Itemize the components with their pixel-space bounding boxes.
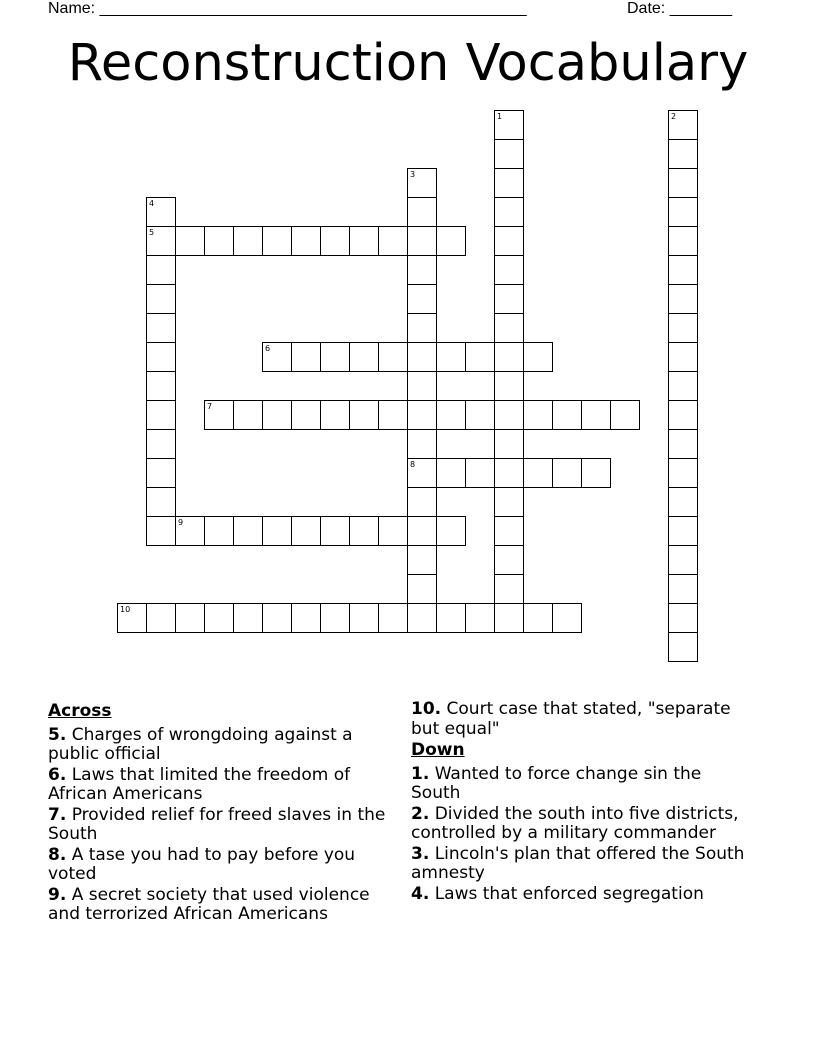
grid-cell[interactable] bbox=[320, 226, 350, 256]
grid-cell[interactable] bbox=[494, 313, 524, 343]
grid-cell[interactable] bbox=[146, 197, 176, 227]
grid-cell[interactable] bbox=[146, 516, 176, 546]
grid-cell[interactable] bbox=[407, 400, 437, 430]
down-heading: Down bbox=[411, 740, 465, 760]
grid-cell[interactable] bbox=[320, 603, 350, 633]
clue-number: 5. bbox=[48, 724, 67, 745]
grid-cell[interactable] bbox=[407, 574, 437, 604]
grid-cell[interactable] bbox=[668, 226, 698, 256]
grid-cell[interactable] bbox=[523, 603, 553, 633]
grid-cell[interactable] bbox=[494, 487, 524, 517]
grid-cell[interactable] bbox=[407, 516, 437, 546]
grid-cell[interactable] bbox=[262, 516, 292, 546]
grid-cell[interactable] bbox=[146, 255, 176, 285]
cell-number: 7 bbox=[207, 402, 213, 411]
grid-cell[interactable] bbox=[378, 516, 408, 546]
clue-number: 1. bbox=[411, 763, 430, 784]
grid-cell[interactable] bbox=[523, 400, 553, 430]
grid-cell[interactable] bbox=[436, 342, 466, 372]
clue-text: Charges of wrongdoing against a public official bbox=[48, 724, 353, 764]
grid-cell[interactable] bbox=[494, 516, 524, 546]
cell-number: 9 bbox=[178, 518, 184, 527]
grid-cell[interactable] bbox=[465, 400, 495, 430]
grid-cell[interactable] bbox=[349, 516, 379, 546]
grid-cell[interactable] bbox=[494, 284, 524, 314]
clue-across-8 bbox=[48, 846, 388, 885]
cell-number: 8 bbox=[410, 460, 416, 469]
grid-cell[interactable] bbox=[552, 400, 582, 430]
grid-cell[interactable] bbox=[262, 226, 292, 256]
grid-cell[interactable] bbox=[175, 603, 205, 633]
grid-cell[interactable] bbox=[668, 110, 698, 140]
grid-cell[interactable] bbox=[407, 342, 437, 372]
grid-cell[interactable] bbox=[262, 342, 292, 372]
grid-cell[interactable] bbox=[146, 313, 176, 343]
grid-cell[interactable] bbox=[146, 603, 176, 633]
grid-cell[interactable] bbox=[262, 400, 292, 430]
grid-cell[interactable] bbox=[494, 545, 524, 575]
clue-column-left bbox=[48, 700, 388, 926]
grid-cell[interactable] bbox=[204, 603, 234, 633]
grid-cell[interactable] bbox=[494, 429, 524, 459]
clue-text: A tase you had to pay before you voted bbox=[48, 844, 356, 884]
grid-cell[interactable] bbox=[204, 226, 234, 256]
grid-cell[interactable] bbox=[668, 139, 698, 169]
grid-cell[interactable] bbox=[291, 603, 321, 633]
grid-cell[interactable] bbox=[465, 603, 495, 633]
clue-down-1 bbox=[411, 765, 751, 804]
clue-text: Divided the south into five districts, controlled by a military commander bbox=[411, 803, 739, 843]
grid-cell[interactable] bbox=[233, 226, 263, 256]
grid-cell[interactable] bbox=[581, 458, 611, 488]
grid-cell[interactable] bbox=[378, 400, 408, 430]
clue-number: 10. bbox=[411, 699, 442, 719]
grid-cell[interactable] bbox=[407, 371, 437, 401]
grid-cell[interactable] bbox=[146, 342, 176, 372]
cell-number: 6 bbox=[265, 344, 271, 353]
grid-cell[interactable] bbox=[146, 487, 176, 517]
grid-cell[interactable] bbox=[407, 168, 437, 198]
grid-cell[interactable] bbox=[552, 603, 582, 633]
clue-text: A secret society that used violence and terrorized African Americans bbox=[48, 884, 370, 924]
clue-text: Provided relief for freed slaves in the South bbox=[48, 804, 386, 844]
grid-cell[interactable] bbox=[146, 371, 176, 401]
clue-text: Laws that enforced segregation bbox=[434, 883, 704, 904]
grid-cell[interactable] bbox=[349, 226, 379, 256]
grid-cell[interactable] bbox=[291, 226, 321, 256]
grid-cell[interactable] bbox=[494, 342, 524, 372]
grid-cell[interactable] bbox=[407, 255, 437, 285]
grid-cell[interactable] bbox=[668, 197, 698, 227]
grid-cell[interactable] bbox=[494, 139, 524, 169]
grid-cell[interactable] bbox=[378, 603, 408, 633]
cell-number: 4 bbox=[149, 199, 155, 208]
grid-cell[interactable] bbox=[581, 400, 611, 430]
grid-cell[interactable] bbox=[407, 545, 437, 575]
cell-number: 10 bbox=[120, 605, 131, 614]
grid-cell[interactable] bbox=[436, 400, 466, 430]
grid-cell[interactable] bbox=[291, 342, 321, 372]
grid-cell[interactable] bbox=[668, 342, 698, 372]
name-field[interactable]: Name: ________________________________________________ bbox=[48, 0, 527, 17]
grid-cell[interactable] bbox=[349, 603, 379, 633]
grid-cell[interactable] bbox=[668, 603, 698, 633]
grid-cell[interactable] bbox=[378, 226, 408, 256]
grid-cell[interactable] bbox=[146, 284, 176, 314]
clue-number: 3. bbox=[411, 843, 430, 864]
grid-cell[interactable] bbox=[146, 400, 176, 430]
grid-cell[interactable] bbox=[291, 516, 321, 546]
grid-cell[interactable] bbox=[320, 516, 350, 546]
grid-cell[interactable] bbox=[407, 458, 437, 488]
grid-cell[interactable] bbox=[233, 400, 263, 430]
grid-cell[interactable] bbox=[494, 400, 524, 430]
grid-cell[interactable] bbox=[233, 516, 263, 546]
clue-across-7 bbox=[48, 806, 388, 845]
grid-cell[interactable] bbox=[668, 400, 698, 430]
grid-cell[interactable] bbox=[233, 603, 263, 633]
grid-cell[interactable] bbox=[262, 603, 292, 633]
clue-down-3 bbox=[411, 845, 751, 884]
clue-number: 2. bbox=[411, 803, 430, 824]
cell-number: 3 bbox=[410, 170, 416, 179]
grid-cell[interactable] bbox=[523, 458, 553, 488]
grid-cell[interactable] bbox=[494, 603, 524, 633]
grid-cell[interactable] bbox=[494, 574, 524, 604]
clue-number: 8. bbox=[48, 844, 67, 865]
grid-cell[interactable] bbox=[436, 603, 466, 633]
clue-text: Lincoln's plan that offered the South amnesty bbox=[411, 843, 745, 883]
clue-text: Laws that limited the freedom of African Americans bbox=[48, 764, 351, 804]
clue-across-10 bbox=[411, 700, 751, 739]
grid-cell[interactable] bbox=[494, 255, 524, 285]
clue-down-2 bbox=[411, 805, 751, 844]
grid-cell[interactable] bbox=[320, 342, 350, 372]
grid-cell[interactable] bbox=[610, 400, 640, 430]
grid-cell[interactable] bbox=[407, 313, 437, 343]
clue-number: 4. bbox=[411, 883, 430, 904]
grid-cell[interactable] bbox=[668, 632, 698, 662]
grid-cell[interactable] bbox=[320, 400, 350, 430]
clue-text: Court case that stated, "separate but equal" bbox=[411, 699, 731, 739]
cell-number: 1 bbox=[497, 112, 503, 121]
grid-cell[interactable] bbox=[407, 487, 437, 517]
page-title: Reconstruction Vocabulary bbox=[67, 34, 749, 93]
grid-cell[interactable] bbox=[552, 458, 582, 488]
grid-cell[interactable] bbox=[668, 255, 698, 285]
grid-cell[interactable] bbox=[494, 197, 524, 227]
clue-across-6 bbox=[48, 766, 388, 805]
grid-cell[interactable] bbox=[291, 400, 321, 430]
grid-cell[interactable] bbox=[204, 516, 234, 546]
date-field[interactable]: Date: _______ bbox=[627, 0, 732, 17]
clue-number: 6. bbox=[48, 764, 67, 785]
clue-across-5 bbox=[48, 726, 388, 765]
grid-cell[interactable] bbox=[407, 429, 437, 459]
grid-cell[interactable] bbox=[494, 226, 524, 256]
grid-cell[interactable] bbox=[668, 574, 698, 604]
grid-cell[interactable] bbox=[146, 458, 176, 488]
grid-cell[interactable] bbox=[175, 516, 205, 546]
grid-cell[interactable] bbox=[523, 342, 553, 372]
grid-cell[interactable] bbox=[494, 371, 524, 401]
grid-cell[interactable] bbox=[668, 371, 698, 401]
grid-cell[interactable] bbox=[349, 342, 379, 372]
clue-down-4 bbox=[411, 885, 751, 905]
grid-cell[interactable] bbox=[175, 226, 205, 256]
cell-number: 5 bbox=[149, 228, 155, 237]
grid-cell[interactable] bbox=[146, 429, 176, 459]
grid-cell[interactable] bbox=[349, 400, 379, 430]
grid-cell[interactable] bbox=[407, 603, 437, 633]
clue-column-right bbox=[411, 700, 751, 905]
grid-cell[interactable] bbox=[378, 342, 408, 372]
grid-cell[interactable] bbox=[494, 458, 524, 488]
grid-cell[interactable] bbox=[407, 197, 437, 227]
clue-across-9 bbox=[48, 886, 388, 925]
clue-number: 9. bbox=[48, 884, 67, 905]
grid-cell[interactable] bbox=[668, 487, 698, 517]
grid-cell[interactable] bbox=[668, 429, 698, 459]
grid-cell[interactable] bbox=[494, 110, 524, 140]
grid-cell[interactable] bbox=[465, 342, 495, 372]
grid-cell[interactable] bbox=[204, 400, 234, 430]
grid-cell[interactable] bbox=[146, 226, 176, 256]
grid-cell[interactable] bbox=[436, 458, 466, 488]
grid-cell[interactable] bbox=[668, 458, 698, 488]
cell-number: 2 bbox=[671, 112, 677, 121]
grid-cell[interactable] bbox=[668, 516, 698, 546]
grid-cell[interactable] bbox=[668, 313, 698, 343]
grid-cell[interactable] bbox=[494, 168, 524, 198]
grid-cell[interactable] bbox=[407, 284, 437, 314]
grid-cell[interactable] bbox=[465, 458, 495, 488]
clue-text: Wanted to force change sin the South bbox=[411, 763, 702, 803]
grid-cell[interactable] bbox=[117, 603, 147, 633]
clue-number: 7. bbox=[48, 804, 67, 825]
across-heading: Across bbox=[48, 701, 112, 721]
grid-cell[interactable] bbox=[436, 226, 466, 256]
grid-cell[interactable] bbox=[668, 284, 698, 314]
grid-cell[interactable] bbox=[668, 168, 698, 198]
grid-cell[interactable] bbox=[436, 516, 466, 546]
grid-cell[interactable] bbox=[668, 545, 698, 575]
grid-cell[interactable] bbox=[407, 226, 437, 256]
